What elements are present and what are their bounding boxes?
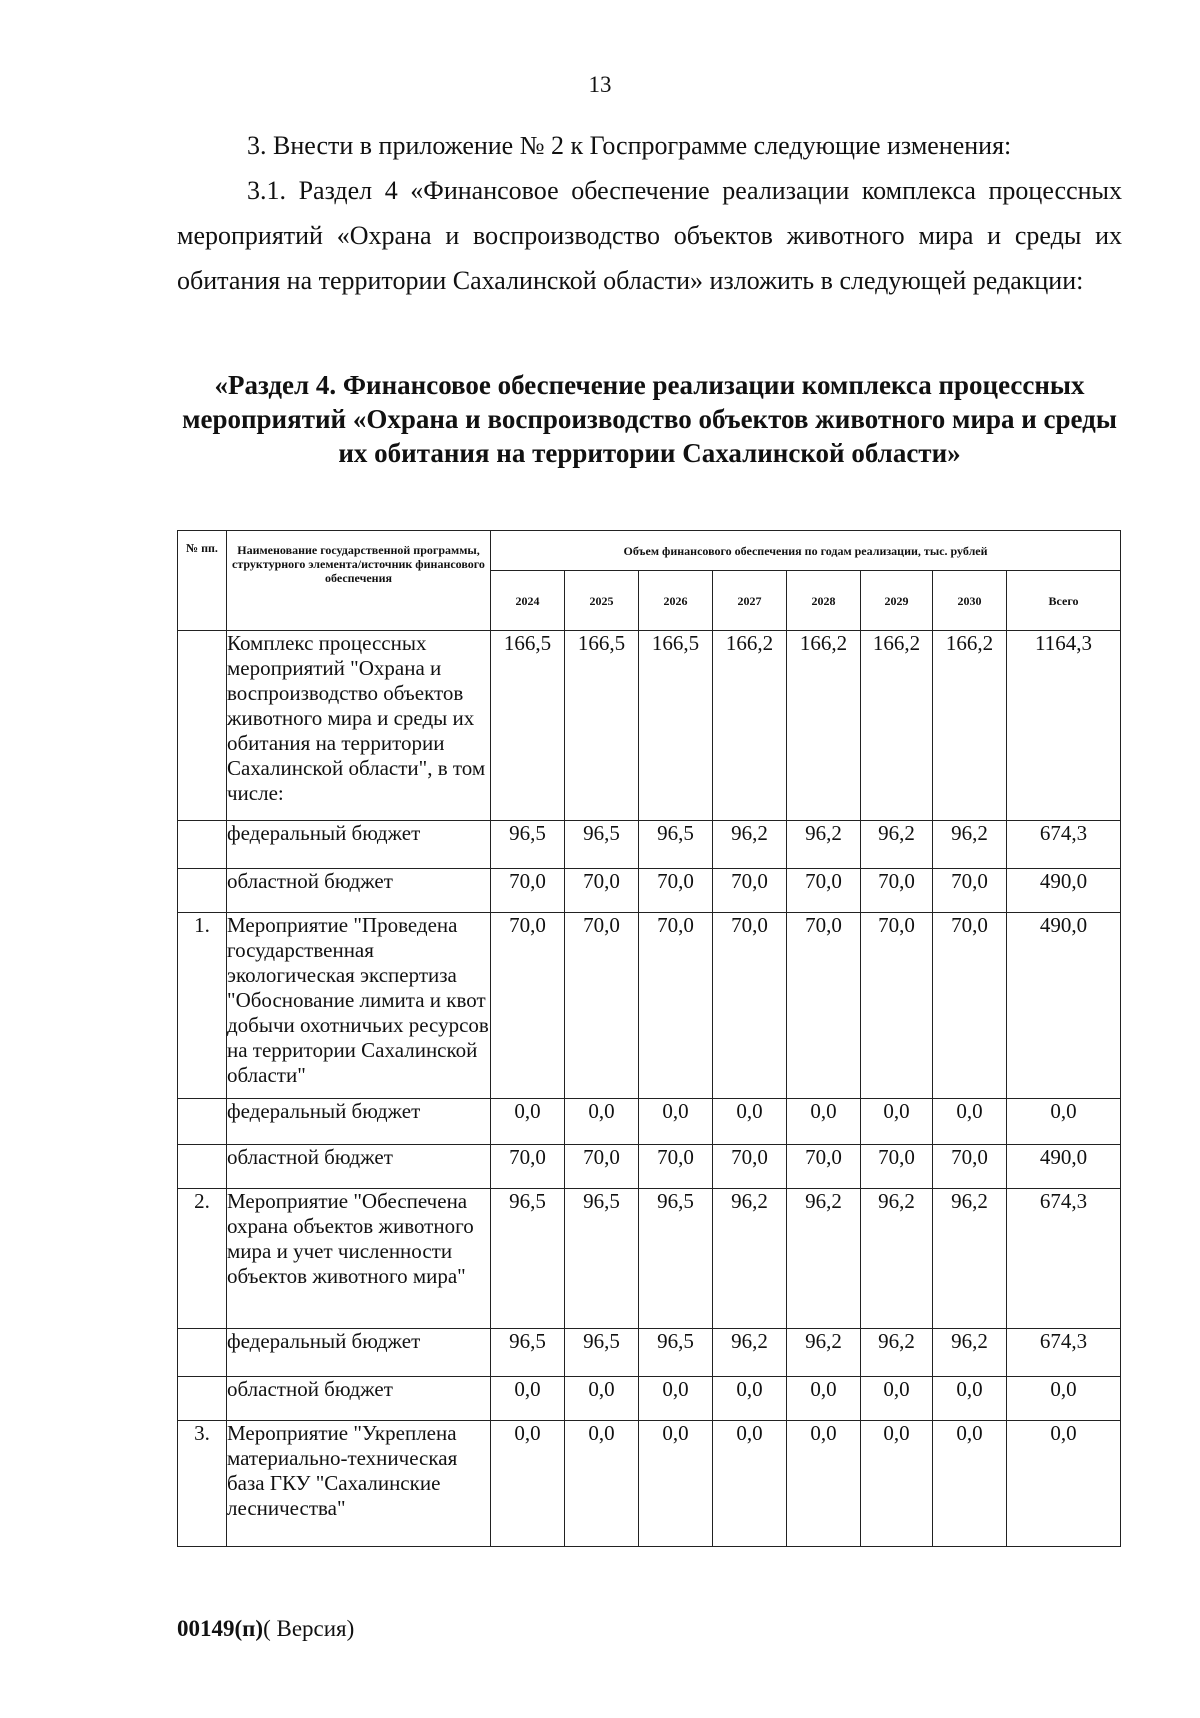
- row-value: 0,0: [933, 1421, 1007, 1547]
- row-value: 166,5: [639, 631, 713, 821]
- row-value: 0,0: [933, 1099, 1007, 1145]
- row-value: 490,0: [1007, 869, 1121, 913]
- row-value: 70,0: [491, 1145, 565, 1189]
- row-value: 0,0: [1007, 1421, 1121, 1547]
- row-value: 0,0: [861, 1099, 933, 1145]
- row-value: 70,0: [565, 869, 639, 913]
- row-number: [178, 631, 227, 821]
- header-year: 2029: [861, 571, 933, 631]
- row-value: 0,0: [787, 1421, 861, 1547]
- row-name: Мероприятие "Укреплена материально-техническая база ГКУ "Сахалинские лесничества": [227, 1421, 491, 1547]
- row-name: Комплекс процессных мероприятий "Охрана и воспроизводство объектов животного мира и среды их обитания на территории Сахалинской области", в том числе:: [227, 631, 491, 821]
- row-value: 96,5: [639, 1329, 713, 1377]
- row-value: 166,2: [933, 631, 1007, 821]
- row-value: 490,0: [1007, 913, 1121, 1099]
- row-value: 96,5: [565, 1189, 639, 1329]
- row-value: 70,0: [861, 869, 933, 913]
- document-code: 00149(п): [177, 1616, 264, 1641]
- row-value: 0,0: [1007, 1377, 1121, 1421]
- row-value: 70,0: [713, 1145, 787, 1189]
- row-name: Мероприятие "Проведена государственная экологическая экспертиза "Обоснование лимита и квот добычи охотничьих ресурсов на территории Сахалинской области": [227, 913, 491, 1099]
- row-value: 96,2: [861, 1329, 933, 1377]
- row-value: 166,5: [491, 631, 565, 821]
- table-row: [178, 1145, 1121, 1189]
- row-value: 0,0: [1007, 1099, 1121, 1145]
- row-value: 96,2: [713, 821, 787, 869]
- row-name: областной бюджет: [227, 1145, 491, 1189]
- row-value: 70,0: [933, 1145, 1007, 1189]
- row-number: [178, 1377, 227, 1421]
- row-value: 70,0: [787, 913, 861, 1099]
- row-value: 0,0: [713, 1099, 787, 1145]
- table-row: [178, 1329, 1121, 1377]
- row-value: 1164,3: [1007, 631, 1121, 821]
- row-value: 70,0: [565, 1145, 639, 1189]
- row-number: [178, 869, 227, 913]
- row-number: [178, 1145, 227, 1189]
- table-row: [178, 913, 1121, 1099]
- row-value: 674,3: [1007, 1329, 1121, 1377]
- row-number: [178, 821, 227, 869]
- row-value: 70,0: [713, 869, 787, 913]
- header-year: 2025: [565, 571, 639, 631]
- row-value: 70,0: [491, 913, 565, 1099]
- document-footer: [177, 1616, 354, 1642]
- table-row: [178, 1099, 1121, 1145]
- header-year: 2026: [639, 571, 713, 631]
- header-num: № пп.: [178, 531, 227, 631]
- paragraph-amendment-intro: 3. Внести в приложение № 2 к Госпрограмме следующие изменения:: [247, 131, 1012, 160]
- row-value: 0,0: [491, 1421, 565, 1547]
- paragraph-amendment-3-1: 3.1. Раздел 4 «Финансовое обеспечение реализации комплекса процессных мероприятий «Охрана и воспроизводство объектов животного мира и среды их обитания на территории Сахалинской области» изложить в следующей редакции:: [177, 176, 1122, 295]
- row-value: 0,0: [565, 1421, 639, 1547]
- row-name: областной бюджет: [227, 1377, 491, 1421]
- header-year: Всего: [1007, 571, 1121, 631]
- row-value: 70,0: [933, 869, 1007, 913]
- row-value: 96,2: [713, 1329, 787, 1377]
- row-value: 166,5: [565, 631, 639, 821]
- row-value: 70,0: [713, 913, 787, 1099]
- row-value: 0,0: [861, 1377, 933, 1421]
- row-value: 166,2: [861, 631, 933, 821]
- row-number: [178, 1329, 227, 1377]
- header-volume: Объем финансового обеспечения по годам реализации, тыс. рублей: [491, 531, 1121, 571]
- row-value: 0,0: [491, 1377, 565, 1421]
- table-row: [178, 869, 1121, 913]
- row-name: областной бюджет: [227, 869, 491, 913]
- row-value: 96,5: [491, 821, 565, 869]
- header-year: 2030: [933, 571, 1007, 631]
- row-value: 96,2: [787, 821, 861, 869]
- row-number: 1.: [178, 913, 227, 1099]
- row-name: федеральный бюджет: [227, 1329, 491, 1377]
- row-value: 0,0: [713, 1421, 787, 1547]
- row-value: 96,2: [861, 1189, 933, 1329]
- row-value: 0,0: [565, 1377, 639, 1421]
- row-value: 0,0: [639, 1377, 713, 1421]
- row-name: Мероприятие "Обеспечена охрана объектов животного мира и учет численности объектов животного мира": [227, 1189, 491, 1329]
- row-number: 3.: [178, 1421, 227, 1547]
- table-row: [178, 1377, 1121, 1421]
- row-value: 70,0: [861, 1145, 933, 1189]
- row-value: 70,0: [787, 869, 861, 913]
- row-value: 70,0: [565, 913, 639, 1099]
- row-value: 70,0: [639, 869, 713, 913]
- row-value: 674,3: [1007, 1189, 1121, 1329]
- row-value: 96,5: [565, 821, 639, 869]
- row-value: 70,0: [639, 1145, 713, 1189]
- row-name: федеральный бюджет: [227, 1099, 491, 1145]
- row-name: федеральный бюджет: [227, 821, 491, 869]
- row-value: 96,5: [639, 821, 713, 869]
- row-value: 96,2: [713, 1189, 787, 1329]
- row-value: 0,0: [787, 1377, 861, 1421]
- table-row: [178, 631, 1121, 821]
- financing-table: [177, 530, 1121, 1547]
- row-value: 0,0: [639, 1099, 713, 1145]
- row-value: 96,2: [861, 821, 933, 869]
- row-value: 96,2: [787, 1329, 861, 1377]
- row-value: 96,2: [933, 821, 1007, 869]
- header-year: 2027: [713, 571, 787, 631]
- row-value: 96,2: [933, 1189, 1007, 1329]
- row-value: 96,2: [933, 1329, 1007, 1377]
- header-year: 2028: [787, 571, 861, 631]
- row-value: 70,0: [491, 869, 565, 913]
- row-value: 96,5: [639, 1189, 713, 1329]
- row-value: 0,0: [639, 1421, 713, 1547]
- row-value: 0,0: [565, 1099, 639, 1145]
- row-value: 96,5: [491, 1189, 565, 1329]
- row-value: 70,0: [639, 913, 713, 1099]
- row-value: 166,2: [787, 631, 861, 821]
- table-row: [178, 821, 1121, 869]
- row-value: 0,0: [713, 1377, 787, 1421]
- row-value: 166,2: [713, 631, 787, 821]
- row-number: [178, 1099, 227, 1145]
- row-value: 70,0: [933, 913, 1007, 1099]
- row-value: 96,5: [491, 1329, 565, 1377]
- header-name: Наименование государственной программы, структурного элемента/источник финансового обеспечения: [227, 531, 491, 631]
- header-year: 2024: [491, 571, 565, 631]
- row-value: 96,2: [787, 1189, 861, 1329]
- table-row: [178, 1189, 1121, 1329]
- row-value: 70,0: [861, 913, 933, 1099]
- row-value: 0,0: [933, 1377, 1007, 1421]
- section-title: «Раздел 4. Финансовое обеспечение реализации комплекса процессных мероприятий «Охрана и воспроизводство объектов животного мира и среды их обитания на территории Сахалинской области»: [182, 370, 1117, 468]
- document-version: ( Версия): [263, 1616, 355, 1641]
- row-value: 674,3: [1007, 821, 1121, 869]
- table-row: [178, 1421, 1121, 1547]
- row-number: 2.: [178, 1189, 227, 1329]
- row-value: 96,5: [565, 1329, 639, 1377]
- row-value: 70,0: [787, 1145, 861, 1189]
- page-number: 13: [588, 72, 612, 97]
- row-value: 0,0: [861, 1421, 933, 1547]
- row-value: 490,0: [1007, 1145, 1121, 1189]
- row-value: 0,0: [787, 1099, 861, 1145]
- row-value: 0,0: [491, 1099, 565, 1145]
